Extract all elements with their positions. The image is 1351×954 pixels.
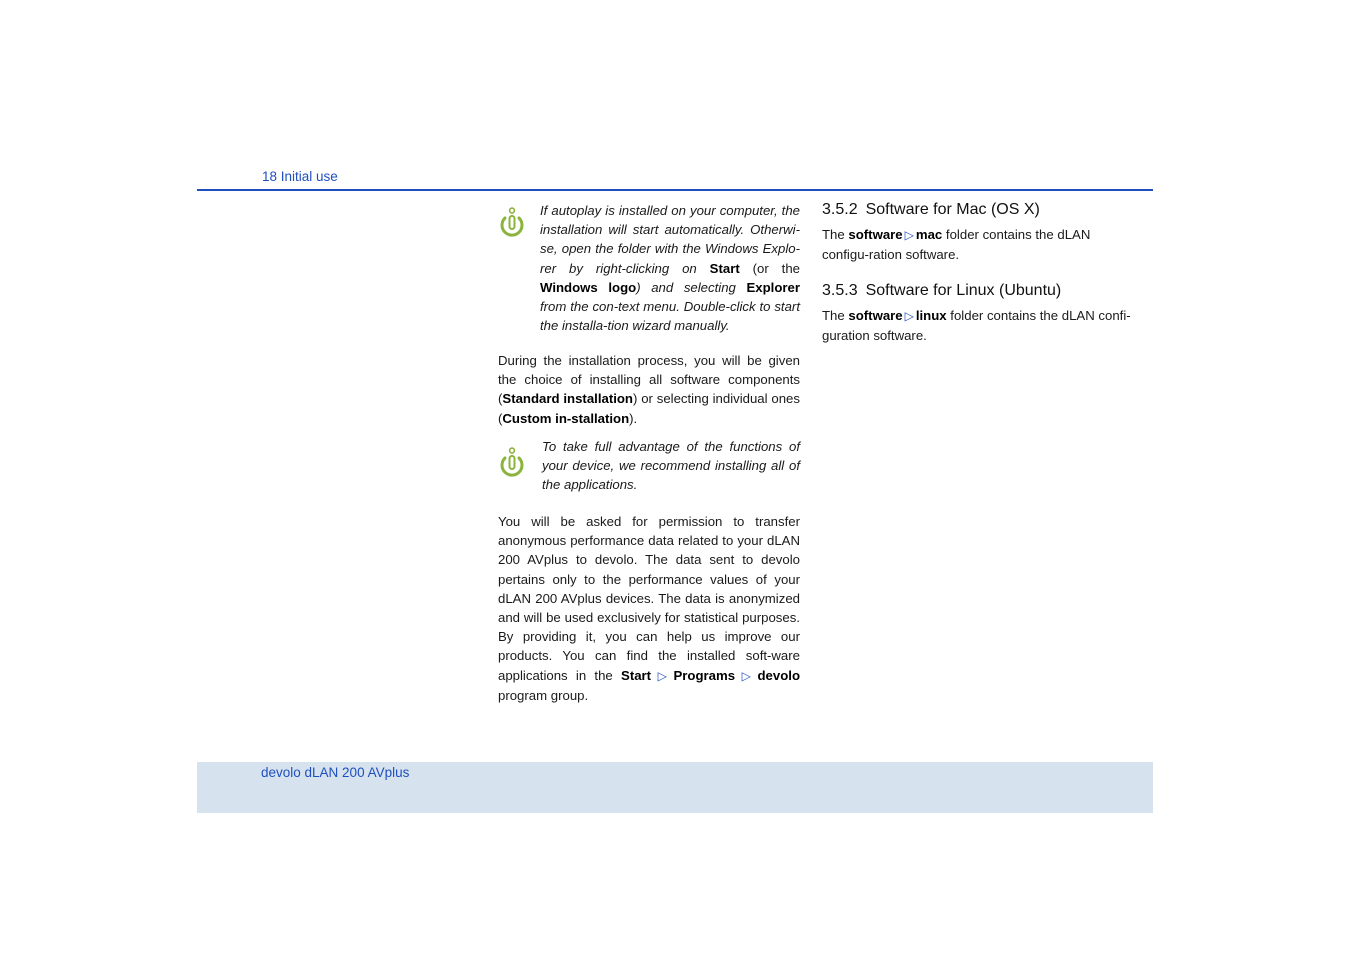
paragraph-mac-software [822,225,1132,264]
note-text: If autoplay is installed on your computer, the installation will start automatically. Otherwi-se, open the folder with the Windows Explo-rer by right-clicking on [540,203,800,276]
ui-term-custom-installation: Custom in-stallation [502,410,630,426]
body-text: The [822,308,849,323]
section-title: Software for Mac (OS X) [865,201,1040,218]
info-icon [498,207,526,239]
header-rule [197,189,1153,191]
note-autoplay [540,201,800,335]
body-text: The [822,227,849,242]
ui-term-devolo: devolo [757,667,800,683]
path-arrow-icon: ▷ [904,228,914,242]
note-text: from the con-text menu. Double-click to start the installa-tion wizard manually. [540,299,800,334]
folder-software: software [848,227,903,242]
body-text: folder contains the dLAN confi-guration software. [822,308,1131,344]
body-text: You will be asked for permission to transfer anonymous performance data related to your dLAN 200 AVplus to devolo. The data sent to devolo pertains only to the performance values of your dLAN 200 AVplus devices. The data is anonymized and will be used exclusively for statistical purposes. By providing it, you can help us improve our products. You can find the installed soft-ware applications in the [498,514,800,683]
body-text: program group. [498,687,589,703]
note-text: ) and selecting [636,279,747,295]
body-text: folder contains the dLAN configu-ration software. [822,227,1091,263]
ui-term-windows-logo: Windows logo [540,279,637,295]
section-number: 3.5.2 [822,201,858,218]
note-text: (or the [739,260,801,276]
section-heading-linux [822,282,1061,300]
section-heading-mac [822,201,1040,219]
section-number: 3.5.3 [822,282,858,299]
note-recommendation: To take full advantage of the functions of your device, we recommend installing all of the applications. [542,439,800,493]
info-icon [498,447,526,479]
path-arrow-icon: ▷ [737,668,756,683]
body-text: ). [629,410,638,426]
folder-mac: mac [915,227,943,242]
paragraph-linux-software [822,306,1132,345]
ui-term-explorer: Explorer [746,279,801,295]
ui-term-start: Start [621,667,652,683]
path-arrow-icon: ▷ [653,668,672,683]
running-header: 18 Initial use [262,169,338,184]
ui-term-start: Start [709,260,740,276]
path-arrow-icon: ▷ [904,309,914,323]
ui-term-programs: Programs [673,667,736,683]
paragraph-performance-data [498,512,800,705]
body-text: During the installation process, you will be given the choice of installing all software components ( [498,353,800,407]
paragraph-installation-choice [498,351,800,428]
folder-linux: linux [915,308,947,323]
section-title: Software for Linux (Ubuntu) [865,282,1062,299]
ui-term-standard-installation: Standard installation [502,391,633,407]
running-footer: devolo dLAN 200 AVplus [261,765,410,780]
folder-software: software [848,308,903,323]
body-text: ) or selecting individual ones ( [498,391,800,426]
